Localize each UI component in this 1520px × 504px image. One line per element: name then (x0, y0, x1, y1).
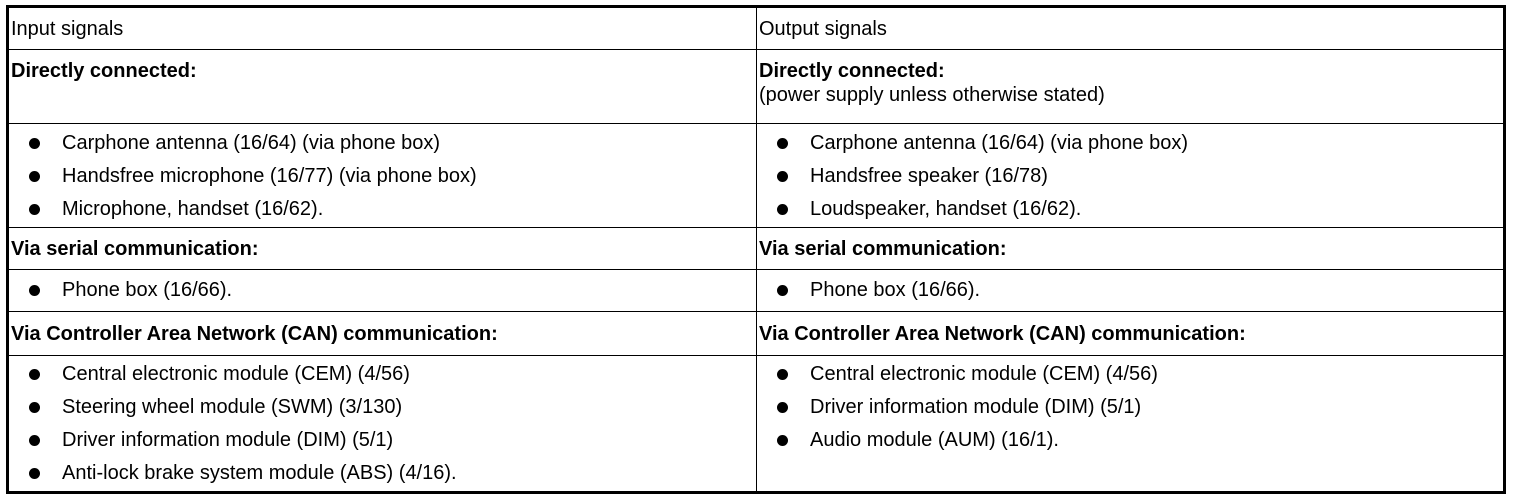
output-section-heading-cell (757, 312, 1503, 355)
output-section-heading-cell (757, 50, 1503, 123)
bullet-icon (777, 402, 788, 413)
list-item: Loudspeaker, handset (16/62). (775, 193, 1188, 226)
input-item-list (27, 358, 457, 490)
bullet-icon (777, 171, 788, 182)
input-section-heading: Via serial communication: (11, 238, 259, 260)
bullet-icon (777, 204, 788, 215)
output-item-list (775, 127, 1188, 226)
bullet-icon (29, 171, 40, 182)
list-item: Driver information module (DIM) (5/1) (775, 391, 1158, 424)
list-item: Handsfree microphone (16/77) (via phone box) (27, 160, 477, 193)
output-items-cell (757, 270, 1503, 311)
list-item: Steering wheel module (SWM) (3/130) (27, 391, 457, 424)
bullet-icon (29, 435, 40, 446)
input-signals-header: Input signals (11, 18, 124, 40)
input-section-heading-cell (9, 50, 757, 123)
list-item: Audio module (AUM) (16/1). (775, 424, 1158, 457)
directly-connected-items-row (9, 124, 1503, 228)
output-items-cell (757, 356, 1503, 491)
bullet-icon (777, 435, 788, 446)
input-header-cell (9, 8, 757, 49)
bullet-icon (29, 402, 40, 413)
output-section-heading: Via serial communication: (759, 238, 1007, 260)
output-section-heading-cell (757, 228, 1503, 269)
list-item: Anti-lock brake system module (ABS) (4/16). (27, 457, 457, 490)
input-items-cell (9, 124, 757, 227)
can-items-row (9, 356, 1503, 491)
output-signals-header: Output signals (759, 18, 887, 40)
bullet-icon (29, 369, 40, 380)
input-section-heading: Directly connected: (11, 60, 197, 82)
list-item: Handsfree speaker (16/78) (775, 160, 1188, 193)
input-items-cell (9, 356, 757, 491)
bullet-icon (777, 285, 788, 296)
input-item-list (27, 274, 232, 307)
list-item: Phone box (16/66). (27, 274, 232, 307)
bullet-icon (777, 138, 788, 149)
input-item-list (27, 127, 477, 226)
list-item: Central electronic module (CEM) (4/56) (27, 358, 457, 391)
bullet-icon (777, 369, 788, 380)
bullet-icon (29, 138, 40, 149)
input-section-heading-cell (9, 312, 757, 355)
output-section-heading: Directly connected: (759, 60, 945, 82)
serial-items-row (9, 270, 1503, 312)
bullet-icon (29, 468, 40, 479)
output-header-cell (757, 8, 1503, 49)
output-item-list (775, 274, 980, 307)
header-row (9, 8, 1503, 50)
list-item: Central electronic module (CEM) (4/56) (775, 358, 1158, 391)
input-section-heading-cell (9, 228, 757, 269)
list-item: Carphone antenna (16/64) (via phone box) (775, 127, 1188, 160)
directly-connected-heading-row (9, 50, 1503, 124)
list-item: Carphone antenna (16/64) (via phone box) (27, 127, 477, 160)
bullet-icon (29, 285, 40, 296)
output-section-heading: Via Controller Area Network (CAN) communication: (759, 323, 1246, 345)
input-items-cell (9, 270, 757, 311)
list-item: Phone box (16/66). (775, 274, 980, 307)
output-items-cell (757, 124, 1503, 227)
can-heading-row (9, 312, 1503, 356)
bullet-icon (29, 204, 40, 215)
output-section-note: (power supply unless otherwise stated) (759, 84, 1105, 106)
input-section-heading: Via Controller Area Network (CAN) communication: (11, 323, 498, 345)
serial-heading-row (9, 228, 1503, 270)
signals-table (6, 5, 1506, 494)
list-item: Microphone, handset (16/62). (27, 193, 477, 226)
output-item-list (775, 358, 1158, 457)
list-item: Driver information module (DIM) (5/1) (27, 424, 457, 457)
